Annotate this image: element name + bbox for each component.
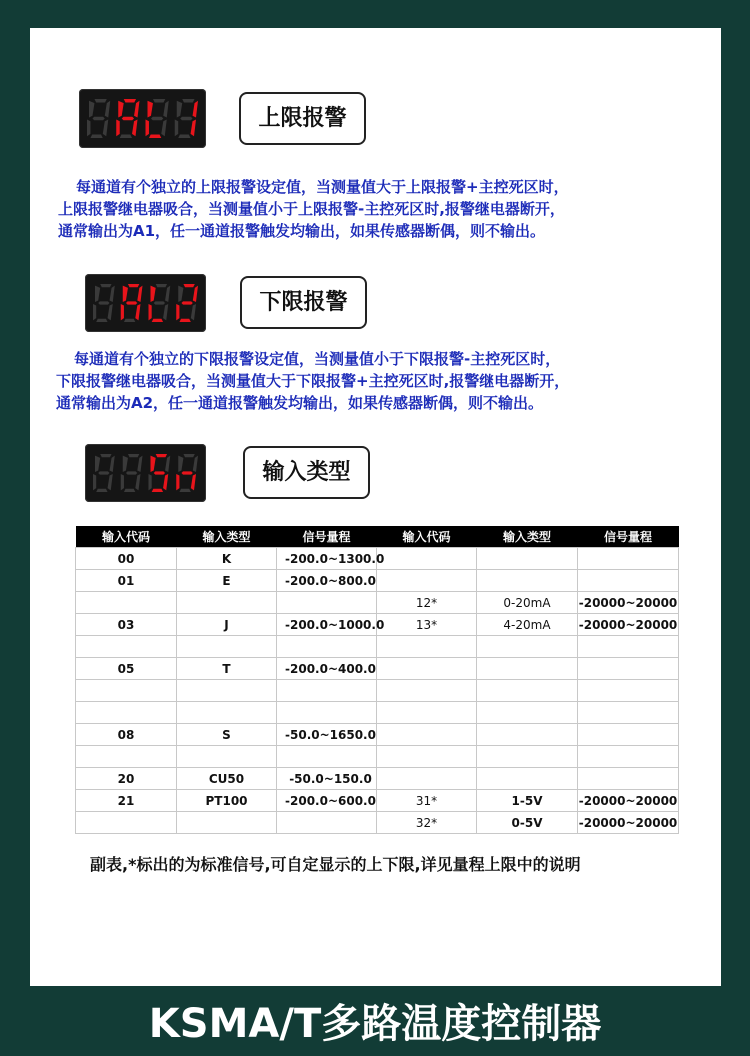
table-cell xyxy=(578,724,679,746)
segment-g xyxy=(126,471,137,474)
table-cell xyxy=(578,636,679,658)
segment-f xyxy=(151,286,156,302)
table-cell xyxy=(377,548,477,570)
table-cell xyxy=(177,702,277,724)
segment-b xyxy=(134,101,139,118)
table-cell: -20000~20000 xyxy=(578,614,679,636)
segment-a xyxy=(128,284,139,287)
segment-e xyxy=(149,304,152,320)
table-cell: 31* xyxy=(377,790,477,812)
segment-f xyxy=(123,286,128,302)
led-display-al1 xyxy=(79,89,206,148)
segment-g xyxy=(92,117,104,120)
segment-g xyxy=(181,471,192,474)
table-cell: E xyxy=(177,570,277,592)
table-row xyxy=(76,548,679,570)
table-cell xyxy=(377,636,477,658)
table-cell: -20000~20000 xyxy=(578,790,679,812)
segment-f xyxy=(178,456,183,472)
table-cell xyxy=(177,812,277,834)
segment-f xyxy=(177,101,182,118)
segment-e xyxy=(87,120,90,137)
column-header: 输入代码 xyxy=(76,526,177,548)
table-cell xyxy=(377,746,477,768)
segment-e xyxy=(116,120,119,137)
table-header-row xyxy=(76,526,679,548)
table-cell: CU50 xyxy=(177,768,277,790)
segment-g xyxy=(98,301,109,304)
segment-f xyxy=(89,101,94,118)
segment-g xyxy=(151,117,163,120)
table-cell xyxy=(477,570,578,592)
table-cell xyxy=(277,812,377,834)
table-cell xyxy=(377,702,477,724)
segment-c xyxy=(135,474,140,490)
segment-d xyxy=(124,489,135,492)
segment-b xyxy=(137,286,142,302)
table-cell xyxy=(578,702,679,724)
table-cell: 20 xyxy=(76,768,177,790)
segment-c xyxy=(163,474,168,490)
table-cell xyxy=(578,746,679,768)
input-code-table xyxy=(75,526,679,834)
table-cell xyxy=(177,636,277,658)
segment-b xyxy=(193,286,198,302)
table-cell xyxy=(578,658,679,680)
description-line: 每通道有个独立的上限报警设定值，当测量值大于上限报警+主控死区时， xyxy=(76,178,569,196)
table-cell: 00 xyxy=(76,548,177,570)
table-cell: 12* xyxy=(377,592,477,614)
segment-f xyxy=(118,101,123,118)
table-cell: -20000~20000 xyxy=(578,812,679,834)
table-cell xyxy=(177,680,277,702)
table-cell xyxy=(277,680,377,702)
segment-e xyxy=(121,304,124,320)
input-type-label: 输入类型 xyxy=(243,446,370,499)
table-cell xyxy=(377,680,477,702)
table-cell: PT100 xyxy=(177,790,277,812)
segment-b xyxy=(110,286,115,302)
table-cell: -50.0~1650.0 xyxy=(277,724,377,746)
segment-e xyxy=(176,304,179,320)
segment-g xyxy=(122,117,134,120)
segment-c xyxy=(161,120,166,137)
segment-d xyxy=(96,319,107,322)
segment-d xyxy=(152,489,163,492)
column-header: 信号量程 xyxy=(578,526,679,548)
table-cell: 0-20mA xyxy=(477,592,578,614)
table-cell: T xyxy=(177,658,277,680)
segment-d xyxy=(96,489,107,492)
table-cell: 21 xyxy=(76,790,177,812)
led-display-al2 xyxy=(85,274,206,332)
segment-d xyxy=(179,489,190,492)
column-header: 输入代码 xyxy=(377,526,477,548)
table-cell: -200.0~800.0 xyxy=(277,570,377,592)
segment-b xyxy=(193,456,198,472)
table-cell xyxy=(377,658,477,680)
table-cell: K xyxy=(177,548,277,570)
segment-d xyxy=(179,319,190,322)
table-row xyxy=(76,614,679,636)
lower-alarm-description xyxy=(56,348,569,414)
table-cell xyxy=(76,636,177,658)
table-cell: -200.0~1300.0 xyxy=(277,548,377,570)
table-cell: 13* xyxy=(377,614,477,636)
segment-a xyxy=(124,99,136,102)
segment-a xyxy=(128,454,139,457)
table-cell xyxy=(578,570,679,592)
table-cell xyxy=(177,746,277,768)
segment-f xyxy=(178,286,183,302)
table-cell: 05 xyxy=(76,658,177,680)
table-cell xyxy=(578,768,679,790)
description-line: 下限报警继电器吸合，当测量值大于下限报警+主控死区时,报警继电器断开， xyxy=(56,372,570,390)
segment-g xyxy=(98,471,109,474)
segment-a xyxy=(156,284,167,287)
segment-f xyxy=(148,101,153,118)
segment-a xyxy=(153,99,165,102)
table-cell xyxy=(377,724,477,746)
segment-e xyxy=(149,474,152,490)
table-row xyxy=(76,724,679,746)
table-cell: 4-20mA xyxy=(477,614,578,636)
segment-b xyxy=(165,456,170,472)
segment-f xyxy=(95,286,100,302)
table-cell xyxy=(76,592,177,614)
segment-d xyxy=(178,135,190,138)
lower-alarm-label: 下限报警 xyxy=(240,276,367,329)
table-cell: 1-5V xyxy=(477,790,578,812)
footnote: 副表,*标出的为标准信号,可自定显示的上下限,详见量程上限中的说明 xyxy=(90,855,581,874)
table-cell xyxy=(277,702,377,724)
segment-g xyxy=(180,117,192,120)
table-cell xyxy=(477,746,578,768)
segment-e xyxy=(176,474,179,490)
segment-b xyxy=(165,286,170,302)
table-cell: -200.0~1000.0 xyxy=(277,614,377,636)
column-header: 信号量程 xyxy=(277,526,377,548)
table-row xyxy=(76,570,679,592)
segment-c xyxy=(191,474,196,490)
upper-alarm-label: 上限报警 xyxy=(239,92,366,145)
table-cell: 08 xyxy=(76,724,177,746)
segment-a xyxy=(100,284,111,287)
segment-a xyxy=(183,284,194,287)
table-cell: J xyxy=(177,614,277,636)
table-cell: -20000~20000 xyxy=(578,592,679,614)
table-cell xyxy=(477,702,578,724)
segment-d xyxy=(120,135,132,138)
content-panel xyxy=(30,28,721,986)
table-row xyxy=(76,680,679,702)
segment-a xyxy=(182,99,194,102)
table-cell: 03 xyxy=(76,614,177,636)
segment-f xyxy=(95,456,100,472)
table-cell xyxy=(477,548,578,570)
led-display-sn xyxy=(85,444,206,502)
segment-e xyxy=(93,304,96,320)
table-cell xyxy=(277,746,377,768)
segment-f xyxy=(123,456,128,472)
segment-e xyxy=(121,474,124,490)
product-title: KSMA/T多路温度控制器 xyxy=(148,1001,602,1047)
segment-d xyxy=(124,319,135,322)
segment-a xyxy=(156,454,167,457)
table-cell: 32* xyxy=(377,812,477,834)
segment-g xyxy=(126,301,137,304)
table-cell: -50.0~150.0 xyxy=(277,768,377,790)
segment-e xyxy=(146,120,149,137)
segment-c xyxy=(163,304,168,320)
description-line: 上限报警继电器吸合，当测量值小于上限报警-主控死区时,报警继电器断开， xyxy=(58,200,565,218)
table-cell xyxy=(477,768,578,790)
segment-c xyxy=(132,120,137,137)
segment-b xyxy=(137,456,142,472)
table-cell xyxy=(377,570,477,592)
table-cell xyxy=(477,658,578,680)
table-cell xyxy=(177,592,277,614)
table-row xyxy=(76,812,679,834)
segment-d xyxy=(152,319,163,322)
column-header: 输入类型 xyxy=(477,526,578,548)
upper-alarm-description xyxy=(58,176,569,242)
segment-b xyxy=(105,101,110,118)
table-cell: 0-5V xyxy=(477,812,578,834)
table-cell xyxy=(477,724,578,746)
table-cell xyxy=(76,746,177,768)
segment-d xyxy=(90,135,102,138)
description-line: 每通道有个独立的下限报警设定值，当测量值小于下限报警-主控死区时， xyxy=(74,350,561,368)
segment-b xyxy=(110,456,115,472)
segment-g xyxy=(181,301,192,304)
segment-b xyxy=(193,101,198,118)
table-cell xyxy=(76,680,177,702)
segment-c xyxy=(103,120,108,137)
table-cell xyxy=(578,548,679,570)
table-cell: -200.0~400.0 xyxy=(277,658,377,680)
segment-a xyxy=(100,454,111,457)
segment-c xyxy=(135,304,140,320)
table-row xyxy=(76,790,679,812)
table-row xyxy=(76,746,679,768)
segment-f xyxy=(151,456,156,472)
table-cell xyxy=(377,768,477,790)
segment-e xyxy=(93,474,96,490)
table-row xyxy=(76,636,679,658)
segment-c xyxy=(108,304,113,320)
table-row xyxy=(76,702,679,724)
segment-b xyxy=(163,101,168,118)
table-cell: -200.0~600.0 xyxy=(277,790,377,812)
table-cell xyxy=(477,636,578,658)
segment-e xyxy=(175,120,178,137)
table-cell xyxy=(277,636,377,658)
table-cell xyxy=(76,812,177,834)
segment-g xyxy=(154,471,165,474)
description-line: 通常输出为A1，任一通道报警触发均输出，如果传感器断偶，则不输出。 xyxy=(58,222,546,240)
segment-d xyxy=(149,135,161,138)
table-cell: S xyxy=(177,724,277,746)
segment-g xyxy=(154,301,165,304)
segment-c xyxy=(191,120,196,137)
table-cell xyxy=(477,680,578,702)
segment-a xyxy=(183,454,194,457)
segment-c xyxy=(191,304,196,320)
table-cell: 01 xyxy=(76,570,177,592)
table-cell xyxy=(277,592,377,614)
column-header: 输入类型 xyxy=(177,526,277,548)
description-line: 通常输出为A2，任一通道报警触发均输出，如果传感器断偶，则不输出。 xyxy=(56,394,544,412)
table-cell xyxy=(578,680,679,702)
segment-c xyxy=(108,474,113,490)
table-row xyxy=(76,658,679,680)
table-cell xyxy=(76,702,177,724)
segment-a xyxy=(94,99,106,102)
table-row xyxy=(76,768,679,790)
table-row xyxy=(76,592,679,614)
